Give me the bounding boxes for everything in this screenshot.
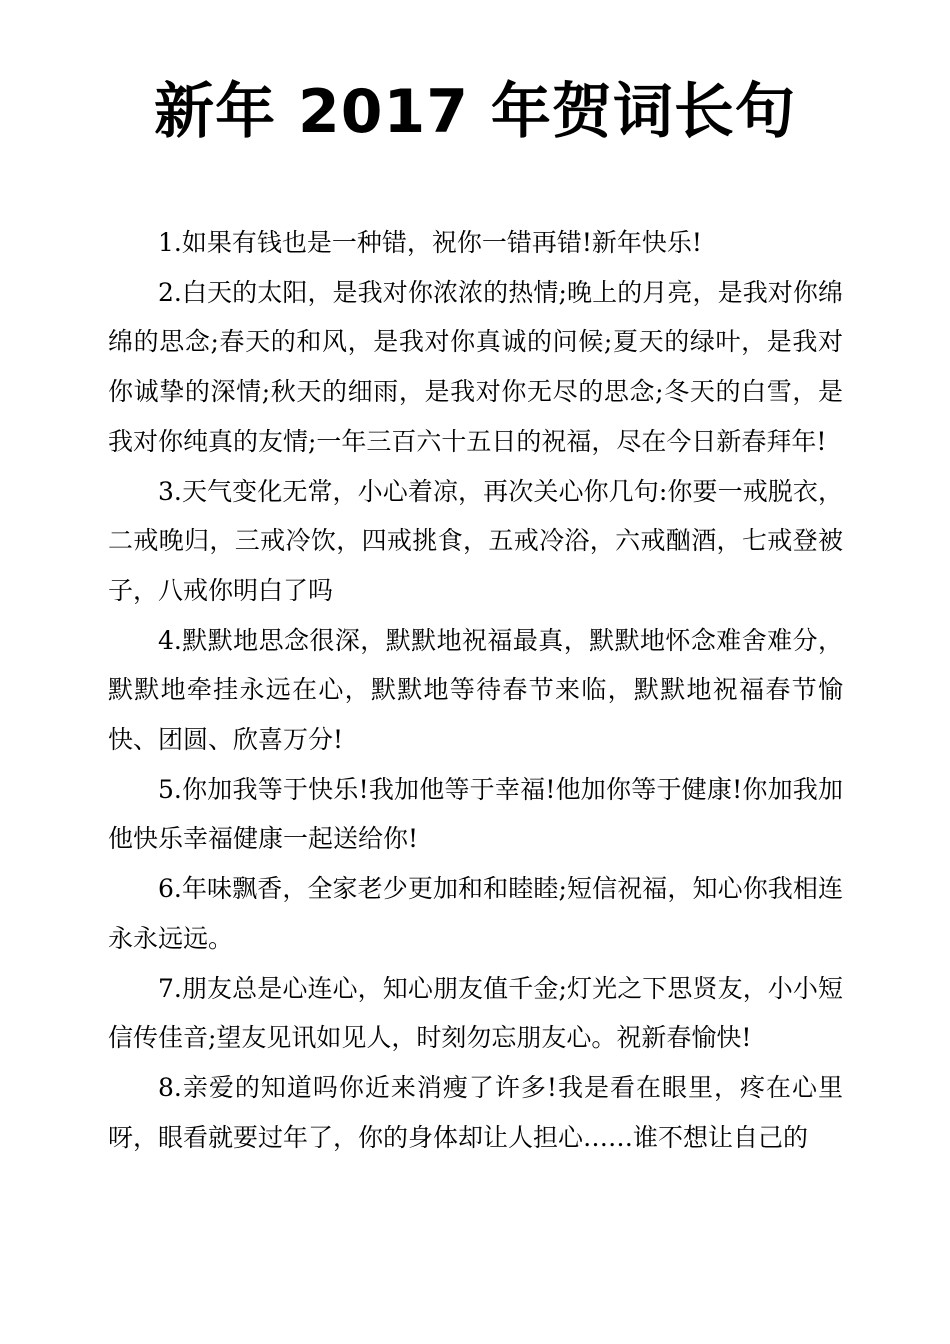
paragraph-1: 1.如果有钱也是一种错，祝你一错再错!新年快乐! [158, 228, 702, 257]
page-title: 新年 2017 年贺词长句 [154, 77, 796, 147]
paragraph-4: 4.默默地思念很深，默默地祝福最真，默默地怀念难舍难分，默默地牵挂永远在心，默默地等待春节来临，默默地祝福春节愉快、团圆、欣喜万分! [108, 625, 843, 755]
document-body [108, 218, 843, 1162]
paragraph-3: 3.天气变化无常，小心着凉，再次关心你几句:你要一戒脱衣，二戒晚归，三戒冷饮，四戒挑食，五戒冷浴，六戒酗酒，七戒登被子，八戒你明白了吗 [108, 476, 843, 605]
paragraph-8: 8.亲爱的知道吗你近来消瘦了许多!我是看在眼里，疼在心里呀，眼看就要过年了，你的身体却让人担心……谁不想让自己的 [108, 1072, 843, 1152]
paragraph-6: 6.年味飘香，全家老少更加和和睦睦;短信祝福，知心你我相连永永远远。 [108, 874, 843, 953]
paragraph-5: 5.你加我等于快乐!我加他等于幸福!他加你等于健康!你加我加他快乐幸福健康一起送给你! [108, 774, 843, 854]
paragraph-7: 7.朋友总是心连心，知心朋友值千金;灯光之下思贤友，小小短信传佳音;望友见讯如见人，时刻勿忘朋友心。祝新春愉快! [108, 973, 843, 1053]
paragraph-2: 2.白天的太阳，是我对你浓浓的热情;晚上的月亮，是我对你绵绵的思念;春天的和风，是我对你真诚的问候;夏天的绿叶，是我对你诚挚的深情;秋天的细雨，是我对你无尽的思念;冬天的白雪，是我对你纯真的友情;一年三百六十五日的祝福，尽在今日新春拜年! [108, 277, 843, 456]
